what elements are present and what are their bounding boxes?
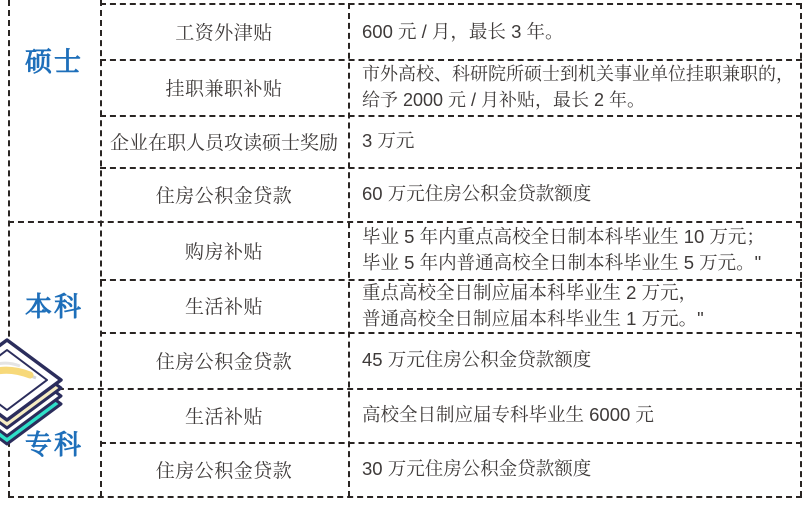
level-label-bachelor: 本科 xyxy=(25,292,83,323)
value-line: 高校全日制应届专科毕业生 6000 元 xyxy=(362,404,654,425)
value-line: 重点高校全日制应届本科毕业生 2 万元， xyxy=(362,281,698,303)
value-line: 普通高校全日制应届本科毕业生 1 万元。" xyxy=(362,307,704,329)
row-label-salary-allowance: 工资外津贴 xyxy=(175,23,273,44)
level-label-associate: 专科 xyxy=(25,429,83,461)
value-line: 45 万元住房公积金贷款额度 xyxy=(362,349,592,370)
value-line: 毕业 5 年内重点高校全日制本科毕业生 10 万元； xyxy=(362,226,765,247)
row-value-living-subsidy-bachelor xyxy=(348,279,800,332)
row-value-housing-fund-loan-associate xyxy=(348,442,800,496)
row-label-home-purchase-subsidy: 购房补贴 xyxy=(184,241,263,263)
table-border-bottom xyxy=(8,496,802,498)
value-line: 30 万元住房公积金贷款额度 xyxy=(362,458,592,479)
value-line: 毕业 5 年内普通高校全日制本科毕业生 5 万元。" xyxy=(362,252,762,273)
value-line: 给予 2000 元 / 月补贴，最长 2 年。 xyxy=(362,90,646,110)
value-line: 3 万元 xyxy=(362,130,415,151)
row-label-living-subsidy-bachelor: 生活补贴 xyxy=(184,297,263,318)
row-label-housing-fund-loan-bachelor: 住房公积金贷款 xyxy=(155,351,293,373)
value-line: 市外高校、科研院所硕士到机关事业单位挂职兼职的， xyxy=(362,64,794,84)
row-label-housing-fund-loan-master: 住房公积金贷款 xyxy=(155,185,293,207)
row-label-housing-fund-loan-associate: 住房公积金贷款 xyxy=(155,460,293,482)
level-label-master: 硕士 xyxy=(25,46,83,78)
table-border-right xyxy=(800,3,802,497)
row-label-living-subsidy-associate: 生活补贴 xyxy=(184,406,263,428)
value-line: 60 万元住房公积金贷款额度 xyxy=(362,183,592,204)
row-value-parttime-subsidy xyxy=(348,59,800,115)
row-value-home-purchase-subsidy xyxy=(348,221,800,279)
row-value-living-subsidy-associate xyxy=(348,388,800,442)
books-icon xyxy=(0,338,66,450)
row-value-housing-fund-loan-bachelor xyxy=(348,332,800,388)
row-value-salary-allowance xyxy=(348,4,800,59)
row-label-parttime-subsidy: 挂职兼职补贴 xyxy=(165,78,283,100)
row-label-onjob-master-reward: 企业在职人员攻读硕士奖励 xyxy=(109,132,338,154)
row-value-housing-fund-loan-master xyxy=(348,167,800,221)
row-value-onjob-master-reward xyxy=(348,115,800,167)
value-line: 600 元 / 月，最长 3 年。 xyxy=(362,20,564,42)
